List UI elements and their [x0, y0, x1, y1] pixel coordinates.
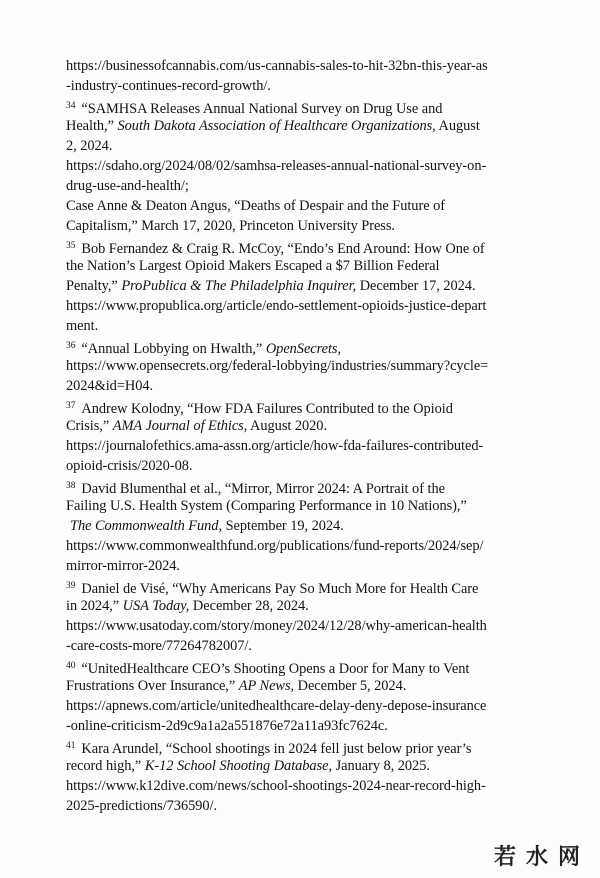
- footnote-text: David Blumenthal et al., “Mirror, Mirror 2024: A Portrait of the: [81, 481, 445, 497]
- footnote-number: 40: [66, 661, 76, 671]
- footnote-number: 34: [66, 101, 76, 111]
- footnote-text: December 5, 2024.: [297, 678, 407, 694]
- watermark-logo: 若水网: [493, 845, 590, 870]
- source-title: AP News,: [238, 678, 295, 694]
- footnote-url-line[interactable]: 2024&id=H04.: [66, 378, 154, 394]
- footnote-text: Daniel de Visé, “Why Americans Pay So Much More for Health Care: [81, 581, 479, 597]
- footnote-url-line[interactable]: -online-criticism-2d9c9a1a2a551876e72a11a93fc7624c.: [66, 718, 388, 734]
- footnote-url-line[interactable]: -care-costs-more/77264782007/.: [66, 638, 252, 654]
- footnote-text-line: [70, 516, 344, 536]
- footnote-text: record high,”: [66, 758, 142, 774]
- footnote-text-line: [66, 276, 476, 296]
- footnote-text-line: [66, 116, 480, 136]
- footnote-url-line[interactable]: https://businessofcannabis.com/us-cannabis-sales-to-hit-32bn-this-year-as: [66, 58, 488, 74]
- footnote-url-line[interactable]: https://www.propublica.org/article/endo-settlement-opioids-justice-depart: [66, 298, 487, 314]
- footnote-url-line[interactable]: -industry-continues-record-growth/.: [66, 78, 271, 94]
- footnote-url-line[interactable]: 2025-predictions/736590/.: [66, 798, 218, 814]
- footnote-text-line: 2, 2024.: [66, 138, 113, 154]
- footnote-url-line[interactable]: https://www.k12dive.com/news/school-shootings-2024-near-record-high-: [66, 778, 486, 794]
- footnote-text-line: Case Anne & Deaton Angus, “Deaths of Despair and the Future of: [66, 198, 445, 214]
- footnote-text-line: the Nation’s Largest Opioid Makers Escaped a $7 Billion Federal: [66, 258, 440, 274]
- footnote-text: Kara Arundel, “School shootings in 2024 fell just below prior year’s: [81, 741, 472, 757]
- footnote-url-line[interactable]: ment.: [66, 318, 99, 334]
- footnote-number: 35: [66, 241, 76, 251]
- footnote-url-line[interactable]: opioid-crisis/2020-08.: [66, 458, 193, 474]
- footnote-text: “Annual Lobbying on Hwalth,”: [81, 341, 263, 357]
- source-title: AMA Journal of Ethics,: [112, 418, 248, 434]
- footnote-text: Frustrations Over Insurance,”: [66, 678, 236, 694]
- footnote-number: 39: [66, 581, 76, 591]
- footnote-text: Bob Fernandez & Craig R. McCoy, “Endo’s End Around: How One of: [81, 241, 485, 257]
- footnote-url-line[interactable]: https://journalofethics.ama-assn.org/article/how-fda-failures-contributed-: [66, 438, 484, 454]
- source-title: OpenSecrets,: [265, 341, 342, 357]
- footnote-text-line: [66, 596, 309, 616]
- footnote-url-line[interactable]: https://apnews.com/article/unitedhealthcare-delay-deny-depose-insurance: [66, 698, 487, 714]
- footnote-text: , January 8, 2025.: [328, 758, 430, 774]
- footnote-text: August 2020.: [250, 418, 328, 434]
- footnote-url-line[interactable]: https://sdaho.org/2024/08/02/samhsa-releases-annual-national-survey-on-: [66, 158, 487, 174]
- footnote-text-line: [66, 416, 327, 436]
- footnote-number: 36: [66, 341, 76, 351]
- source-title: USA Today,: [122, 598, 190, 614]
- footnote-number: 38: [66, 481, 76, 491]
- footnote-url-line[interactable]: https://www.opensecrets.org/federal-lobbying/industries/summary?cycle=: [66, 358, 489, 374]
- footnote-number: 37: [66, 401, 76, 411]
- footnote-text-line: [66, 756, 430, 776]
- footnote-text: “SAMHSA Releases Annual National Survey on Drug Use and: [81, 101, 443, 117]
- footnote-text: December 17, 2024.: [359, 278, 476, 294]
- footnote-text: Health,”: [66, 118, 114, 134]
- source-title: South Dakota Association of Healthcare Organizations,: [117, 118, 436, 134]
- footnote-text: December 28, 2024.: [192, 598, 309, 614]
- source-title: K-12 School Shooting Database: [144, 758, 329, 774]
- footnote-url-line[interactable]: https://www.usatoday.com/story/money/2024/12/28/why-american-health: [66, 618, 487, 634]
- footnote-text: in 2024,”: [66, 598, 120, 614]
- footnote-text-line: Capitalism,” March 17, 2020, Princeton University Press.: [66, 218, 395, 234]
- footnote-text-line: Failing U.S. Health System (Comparing Performance in 10 Nations),”: [66, 498, 467, 514]
- footnote-text: “UnitedHealthcare CEO’s Shooting Opens a Door for Many to Vent: [81, 661, 470, 677]
- footnote-number: 41: [66, 741, 76, 751]
- footnote-text: Penalty,”: [66, 278, 118, 294]
- footnote-text: Crisis,”: [66, 418, 110, 434]
- footnote-text: Andrew Kolodny, “How FDA Failures Contributed to the Opioid: [81, 401, 453, 417]
- source-title: The Commonwealth Fund,: [70, 518, 222, 534]
- footnote-text-line: [66, 676, 406, 696]
- footnote-url-line[interactable]: mirror-mirror-2024.: [66, 558, 180, 574]
- footnote-url-line[interactable]: drug-use-and-health/;: [66, 178, 189, 194]
- footnote-text: August: [438, 118, 480, 134]
- footnote-url-line[interactable]: https://www.commonwealthfund.org/publications/fund-reports/2024/sep/: [66, 538, 484, 554]
- footnote-text: September 19, 2024.: [225, 518, 344, 534]
- source-title: ProPublica & The Philadelphia Inquirer,: [121, 278, 357, 294]
